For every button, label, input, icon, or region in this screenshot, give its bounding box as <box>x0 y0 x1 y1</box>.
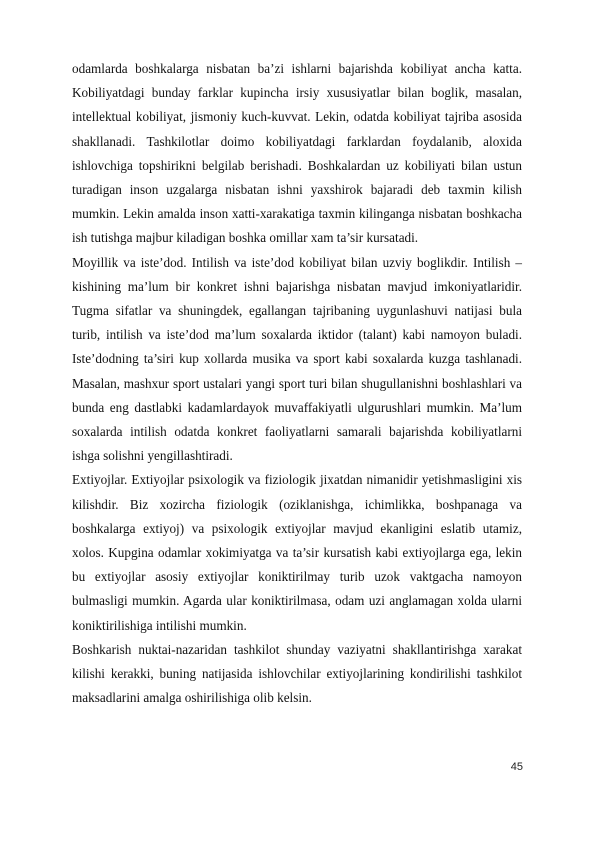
paragraph-inclination-talent: Moyillik va iste’dod. Intilish va iste’dod kobiliyat bilan uzviy boglikdir. Intilish – kishining ma’lum bir konkret ishni bajarishga nisbatan mavjud imkoniyatlaridir. Tugma sifatlar va shuningdek, egallangan tajribaning uygunlashuvi natijasi bula turib, intilish va iste’dod ma’lum soxalarda iktidor (talant) kabi namoyon buladi. Iste’dodning ta’siri kup xollarda musika va sport kabi soxalarda kuzga tashlanadi. Masalan, mashxur sport ustalari yangi sport turi bilan shugullanishni boshlashlari va bunda eng dastlabki kadamlardayok muvaffakiyatli ulgurushlari mumkin. Ma’lum soxalarda intilish odatda konkret faoliyatlarni samarali bajarishda kobiliyatlarni ishga solishni yengillashtiradi. <box>72 254 522 464</box>
paragraph-ability-differences: odamlarda boshkalarga nisbatan ba’zi ishlarni bajarishda kobiliyat ancha katta. Kobiliyatdagi bunday farklar kupincha irsiy xususiyatlar bilan boglik, masalan, intellektual kobiliyat, jismoniy kuch-kuvvat. Lekin, odatda kobiliyat tajriba asosida shakllanadi. Tashkilotlar doimo kobiliyatdagi farklardan foydalanib, aloxida ishlovchiga topshirikni belgilab berishadi. Boshkalardan uz kobiliyati bilan ustun turadigan inson uzgalarga nisbatan ishni yaxshirok bajaradi deb taxmin kilish mumkin. Lekin amalda inson xatti-xarakatiga taxmin kilinganga nisbatan boshkacha ish tutishga majbur kiladigan boshka omillar xam ta’sir kursatadi. <box>72 61 522 246</box>
page-number: 45 <box>510 761 523 773</box>
paragraph-needs: Extiyojlar. Extiyojlar psixologik va fiziologik jixatdan nimanidir yetishmasligini xis kilishdir. Biz xozircha fiziologik (oziklanishga, ichimlikka, boshpanaga va boshkalarga extiyoj) va psixologik extiyojlar mavjud ekanligini eslatib utamiz, xolos. Kupgina odamlar xokimiyatga va ta’sir kursatish kabi extiyojlarga ega, lekin bu extiyojlar asosiy extiyojlar koniktirilmay turib uzok vaktgacha namoyon bulmasligi mumkin. Agarda ular koniktirilmasa, odam uzi anglamagan xolda ularni koniktirilishiga intilishi mumkin. <box>72 472 522 633</box>
paragraph-management-view: Boshkarish nuktai-nazaridan tashkilot shunday vaziyatni shakllantirishga xarakat kilishi kerakki, buning natijasida ishlovchilar extiyojlarining kondirilishi tashkilot maksadlarini amalga oshirilishiga olib kelsin. <box>72 641 522 706</box>
document-body <box>72 57 522 710</box>
